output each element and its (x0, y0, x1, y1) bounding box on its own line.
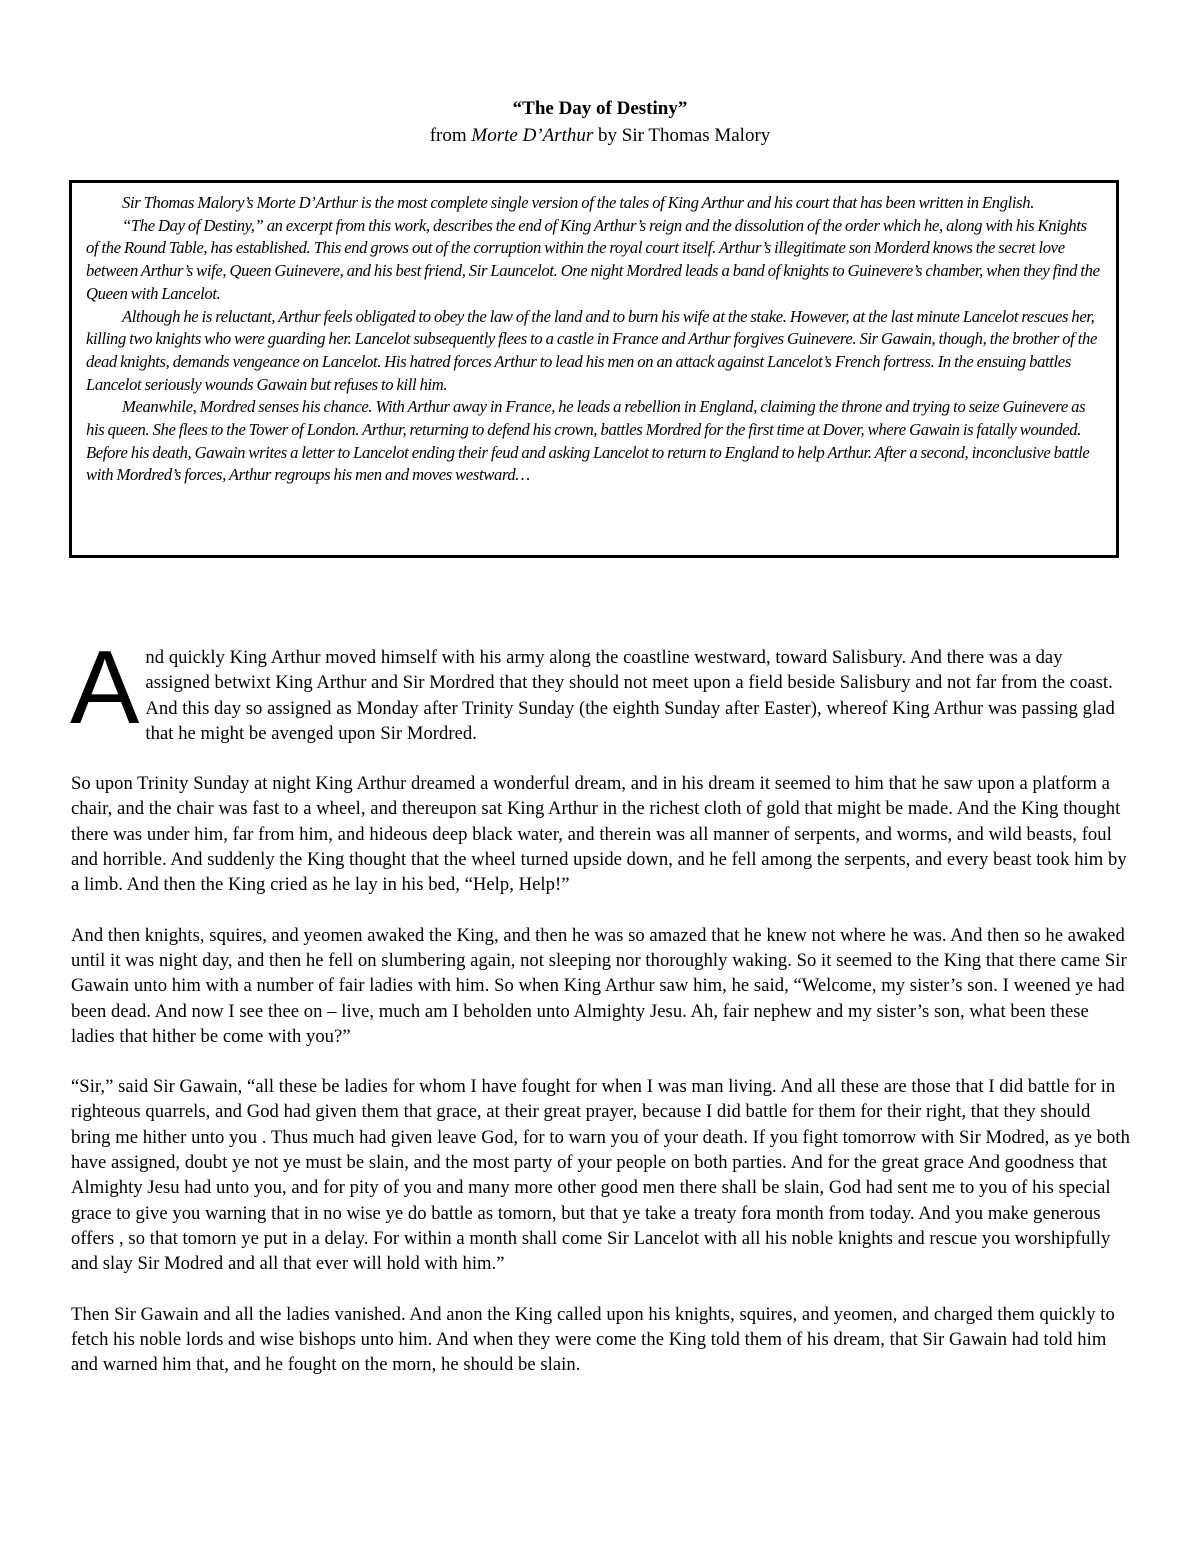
subtitle-work-title: Morte D’Arthur (471, 125, 594, 146)
intro-summary-box (69, 180, 1119, 558)
body-paragraph: So upon Trinity Sunday at night King Arthur dreamed a wonderful dream, and in his dream it seemed to him that he saw upon a platform a chair, and the chair was fast to a wheel, and thereupon sat King Arthur in the richest cloth of gold that might be made. And the King thought there was under him, far from him, and hideous deep black water, and therein was all manner of serpents, and worms, and wild beasts, foul and horrible. And suddenly the King thought that the wheel turned upside down, and he fell among the serpents, and every beast took him by a limb. And then the King cried as he lay in his bed, “Help, Help!” (71, 773, 1127, 896)
intro-paragraph: Meanwhile, Mordred senses his chance. With Arthur away in France, he leads a rebellion in England, claiming the throne and trying to seize Guinevere as his queen. She flees to the Tower of London. Arthur, returning to defend his crown, battles Mordred for the first time at Dover, where Gawain is fatally wounded. Before his death, Gawain writes a letter to Lancelot ending their feud and asking Lancelot to return to England to help Arthur. After a second, inconclusive battle with Mordred’s forces, Arthur regroups his men and moves westward… (86, 397, 1090, 485)
page-title: “The Day of Destiny” (512, 98, 688, 119)
body-paragraph: “Sir,” said Sir Gawain, “all these be ladies for whom I have fought for when I was man living. And all these are those that I did battle for in righteous quarrels, and God had given them that grace, at their great prayer, because I did battle for them for their right, that they should bring me hither unto you . Thus much had given leave God, for to warn you of your death. If you fight tomorrow with Sir Modred, as ye both have assigned, doubt ye not ye must be slain, and the most party of your people on both parties. And for the great grace And goodness that Almighty Jesu had unto you, and for pity of you and many more other good men there shall be slain, God had sent me to you of his special grace to give you warning that in no wise ye do battle as tomorn, but that ye take a treaty fora month from today. And you make generous offers , so that tomorn ye put in a delay. For within a month shall come Sir Lancelot with all his noble knights and rescue you worshipfully and slay Sir Modred and all that ever will hold with him.” (71, 1076, 1130, 1275)
drop-cap: A (70, 630, 140, 746)
subtitle-author: by Sir Thomas Malory (593, 125, 771, 146)
first-paragraph-text: nd quickly King Arthur moved himself with his army along the coastline westward, toward Salisbury. And there was a day assigned betwixt King Arthur and Sir Mordred that they should not meet upon a field beside Salisbury and not far from the coast. And this day so assigned as Monday after Trinity Sunday (the eighth Sunday after Easter), whereof King Arthur was passing glad that he might be avenged upon Sir Mordred. (145, 647, 1115, 744)
subtitle-prefix: from (429, 125, 472, 146)
story-body (70, 630, 1131, 1402)
body-paragraph: And then knights, squires, and yeomen awaked the King, and then he was so amazed that he knew not where he was. And then so he awaked until it was night day, and then he fell on slumbering again, not sleeping nor thoroughly waking. So it seemed to the King that there came Sir Gawain unto him with a number of fair ladies with him. So when King Arthur saw him, he said, “Welcome, my sister’s son. I weened ye had been dead. And now I see thee on – live, much am I beholden unto Almighty Jesu. Ah, fair nephew and my sister’s son, what been these ladies that hither be come with you?” (71, 924, 1127, 1047)
body-paragraph: Then Sir Gawain and all the ladies vanished. And anon the King called upon his knights, squires, and yeomen, and charged them quickly to fetch his noble lords and wise bishops unto him. And when they were come the King told them of his dream, that Sir Gawain had told him and warned him that, and he fought on the morn, he should be slain. (71, 1303, 1115, 1376)
body-paragraph (70, 630, 1131, 746)
intro-paragraph: “The Day of Destiny,” an excerpt from this work, describes the end of King Arthur’s reign and the dissolution of the order which he, along with his Knights of the Round Table, has established. This end grows out of the corruption within the royal court itself. Arthur’s illegitimate son Morderd knows the secret love between Arthur’s wife, Queen Guinevere, and his best friend, Sir Launcelot. One night Mordred leads a band of knights to Guinevere’s chamber, when they find the Queen with Lancelot. (86, 215, 1100, 303)
page-subtitle (0, 124, 1200, 148)
intro-paragraph: Although he is reluctant, Arthur feels obligated to obey the law of the land and to burn his wife at the stake. However, at the last minute Lancelot rescues her, killing two knights who were guarding her. Lancelot subsequently flees to a castle in France and Arthur forgives Guinevere. Sir Gawain, though, the brother of the dead knights, demands vengeance on Lancelot. His hatred forces Arthur to lead his men on an attack against Lancelot’s French fortress. In the ensuing battles Lancelot seriously wounds Gawain but refuses to kill him. (86, 306, 1097, 394)
intro-paragraph: Sir Thomas Malory’s Morte D’Arthur is the most complete single version of the tales of King Arthur and his court that has been written in English. (122, 193, 1035, 212)
